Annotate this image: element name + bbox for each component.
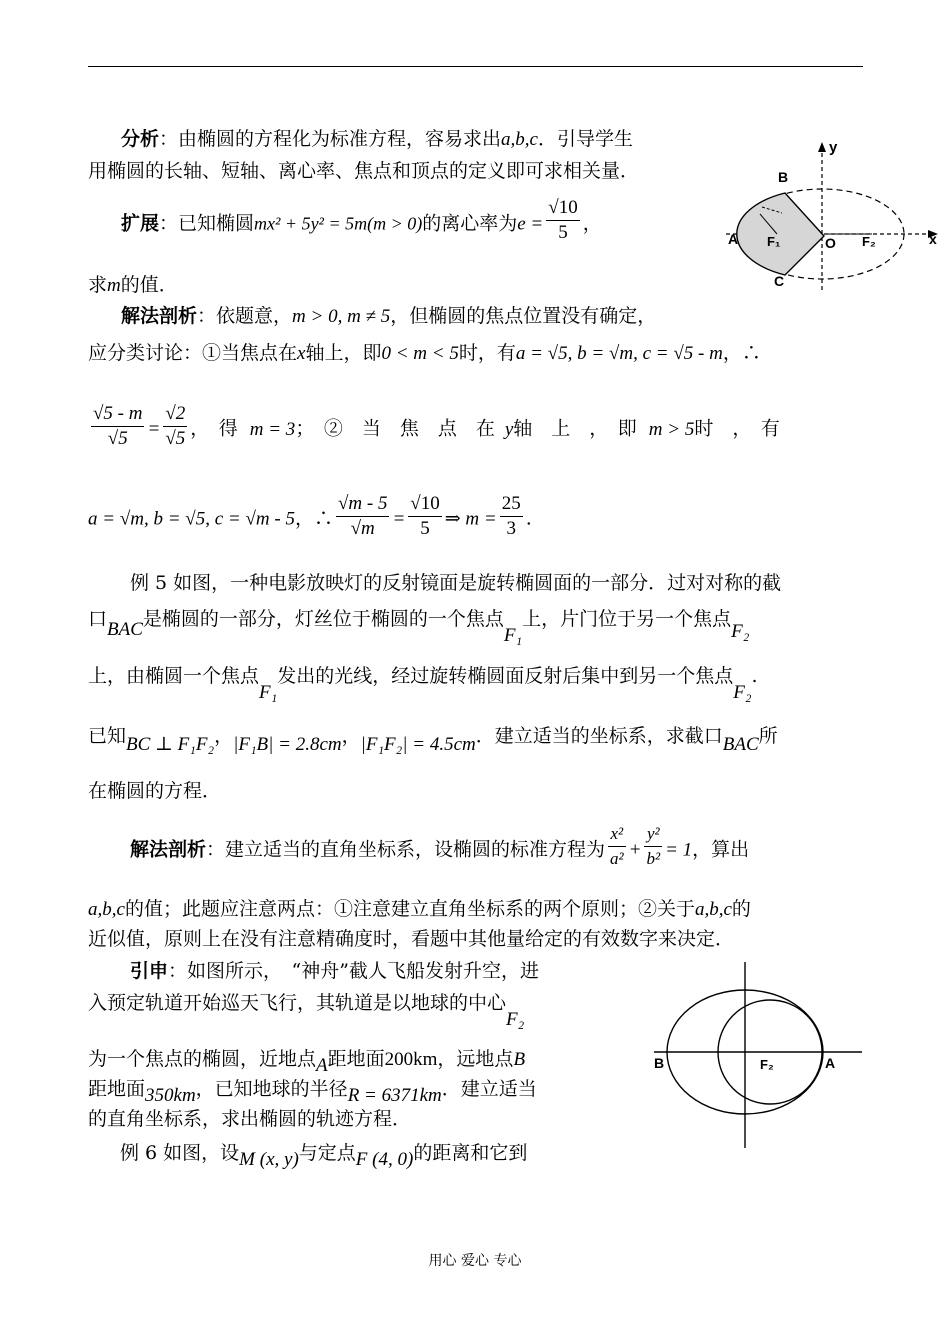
- frac3-denominator: √m: [350, 518, 375, 539]
- ex5-f1: F₁: [503, 625, 523, 646]
- equals-one: = 1: [665, 839, 693, 861]
- solution-get-text: ， 得: [190, 417, 238, 440]
- fig1-label-y: y: [829, 139, 838, 156]
- fraction-sqrt2-sqrt5: [163, 402, 187, 451]
- eccentricity-numerator: √10: [546, 196, 579, 221]
- ex6-text-3: 的距离和它到: [413, 1142, 528, 1164]
- ex6-text-2: 与定点: [298, 1142, 356, 1164]
- fraction-25-3: [500, 492, 523, 541]
- header-rule: [88, 66, 863, 67]
- ex5-f2: F₂: [731, 621, 750, 642]
- ex5-bac: BAC: [107, 619, 143, 640]
- fig1-label-f2: F₂: [862, 234, 876, 249]
- reflector-ellipse-figure: [722, 138, 946, 296]
- extension2-text-5: ，已知地球的半径: [195, 1078, 348, 1100]
- frac-x2: x²: [608, 822, 626, 847]
- page-footer: 用心 爱心 专心: [428, 1253, 522, 1269]
- frac1-denominator: √5: [107, 428, 128, 449]
- extension2-350km: 350km: [145, 1085, 196, 1106]
- solution-m5: m > 5: [648, 418, 695, 440]
- extension2-line-4: [88, 1076, 537, 1106]
- solution-period: .: [525, 507, 532, 530]
- frac2-numerator: √2: [163, 402, 187, 427]
- orbit-label-f2: F₂: [760, 1057, 774, 1072]
- fig1-label-a: A: [728, 231, 739, 247]
- extension2-line-3: [88, 1046, 526, 1076]
- fraction-sqrtm5-sqrtm: [336, 492, 389, 541]
- solution-abc-2: a = √m, b = √5, c = √m - 5: [88, 508, 295, 530]
- ex5-f1-b: F₁: [259, 682, 278, 703]
- fig1-label-f1: F₁: [767, 234, 781, 249]
- solution5-abc-2: a,b,c: [694, 899, 732, 920]
- solution-axis-text: 轴上，即: [305, 342, 382, 364]
- solution-range: 0 < m < 5: [381, 343, 459, 364]
- ex5-known: 已知: [88, 725, 127, 747]
- ex5-text-4: 发出的光线，经过旋转椭圆面反射后集中到另一个焦点: [277, 665, 734, 687]
- ex6-point-f: F (4, 0): [355, 1149, 414, 1170]
- fig1-label-c: C: [774, 273, 785, 289]
- extension2-text-4: ，远地点: [437, 1048, 514, 1070]
- analysis-heading: 分析: [121, 128, 160, 150]
- extension2-text-6: ．建立适当: [441, 1078, 537, 1100]
- solution-case1-text: 应分类讨论：①当焦点在: [88, 342, 298, 364]
- implies-m: ⇒ m =: [444, 508, 497, 530]
- example6-line-1: [120, 1140, 528, 1170]
- solution-line-1: [121, 303, 656, 330]
- extension2-distance-label-2: 距地面: [88, 1078, 146, 1100]
- solution-then-text: 时，有: [458, 342, 516, 364]
- solution5-abc: a,b,c: [88, 899, 125, 920]
- extension2-line-1: [130, 958, 539, 984]
- extension-line-2: [88, 272, 178, 299]
- fig1-label-b: B: [778, 169, 789, 185]
- frac5-denominator: 3: [506, 518, 516, 539]
- solution5-de: 的: [731, 898, 751, 920]
- ex5-f2-b: F₂: [733, 682, 752, 703]
- reflector-section: [737, 193, 824, 275]
- solution-have-text: 时 ， 有: [694, 417, 780, 440]
- solution-heading: 解法剖析: [121, 305, 198, 327]
- extension-heading: 扩展: [121, 212, 160, 235]
- fraction-sqrt10-5: [408, 492, 441, 541]
- solution-therefore: ，∴: [722, 342, 761, 364]
- frac1-numerator: √5 - m: [91, 402, 144, 427]
- solution-abc-1: a = √5, b = √m, c = √5 - m: [515, 343, 723, 364]
- ex6-point-m: M (x, y): [239, 1149, 299, 1170]
- solution5-line-1: [130, 824, 750, 871]
- ex5-period: .: [751, 665, 758, 687]
- solution-text-1: ：依题意，: [197, 305, 293, 327]
- extension2-radius: R = 6371km: [347, 1085, 442, 1106]
- fraction-sqrt5m-sqrt5: [91, 402, 144, 451]
- plus-sign: +: [628, 839, 642, 861]
- frac-a2: a²: [610, 849, 624, 868]
- analysis-line-1: [121, 126, 633, 153]
- ex5-text-5: ．建立适当的坐标系，求截口: [475, 725, 723, 747]
- analysis-math-abc: a,b,c: [501, 129, 538, 150]
- ex5-bac-2: BAC: [722, 734, 759, 755]
- eccentricity-fraction: [546, 196, 579, 245]
- example5-line-4: [88, 723, 778, 755]
- ex5-f1f2-length: |F₁F₂| = 4.5cm: [360, 734, 476, 755]
- ex5-perp: BC ⊥ F₁F₂: [126, 734, 215, 755]
- solution-line-4: [88, 493, 532, 541]
- extension2-B: B: [513, 1049, 526, 1070]
- ellipse-equation: mx² + 5y² = 5m(m > 0): [254, 213, 423, 234]
- fig1-label-o: O: [825, 235, 836, 251]
- extension-text-1: ：已知椭圆: [159, 212, 255, 235]
- ex5-sep-1: ，: [214, 725, 234, 747]
- extension-m: m: [107, 275, 121, 296]
- y-axis-arrow: [818, 142, 826, 152]
- ex5-kou: 口: [88, 608, 108, 630]
- extension-comma: ，: [582, 212, 602, 235]
- ex5-suo: 所: [758, 725, 778, 747]
- extension-ask: 求: [88, 274, 108, 296]
- frac-b2: b²: [646, 849, 661, 868]
- eccentricity-lhs: e =: [517, 213, 544, 235]
- orbit-figure: [640, 960, 864, 1152]
- example5-line-1: 例 5 如图，一种电影放映灯的反射镜面是旋转椭圆面的一部分．过对对称的截: [130, 572, 782, 594]
- fraction-y2-b2: [644, 822, 662, 871]
- frac-y2: y²: [644, 822, 662, 847]
- solution5-text-3: 的值；此题应注意两点：①注意建立直角坐标系的两个原则；②关于: [124, 898, 695, 920]
- orbit-label-b: B: [654, 1055, 665, 1071]
- extension2-A: A: [316, 1055, 328, 1076]
- ex5-text-2: 上，片门位于另一个焦点: [522, 608, 732, 630]
- analysis-text: ：由椭圆的方程化为标准方程，容易求出: [159, 128, 502, 150]
- analysis-line-2: 用椭圆的长轴、短轴、离心率、焦点和顶点的定义即可求相关量．: [88, 160, 640, 182]
- frac2-denominator: √5: [165, 428, 186, 449]
- solution-axis2-text: 轴 上 ， 即: [513, 417, 637, 440]
- example5-line-5: 在椭圆的方程．: [88, 780, 222, 802]
- eccentricity-denominator: 5: [558, 222, 568, 243]
- analysis-tail: ．引导学生: [537, 128, 633, 150]
- frac3-numerator: √m - 5: [336, 492, 389, 517]
- frac5-numerator: 25: [500, 492, 523, 517]
- solution-line-3: [88, 403, 780, 451]
- extension-line-1: [121, 197, 602, 245]
- extension2-text-1: ：如图所示， “神舟”截人飞船发射升空，进: [168, 960, 539, 982]
- solution-line-2: [88, 340, 761, 367]
- ex5-text-3: 上，由椭圆一个焦点: [88, 665, 260, 687]
- frac4-denominator: 5: [420, 518, 430, 539]
- solution-x: x: [297, 343, 306, 364]
- extension2-heading: 引申: [130, 960, 169, 982]
- solution5-text-1: ：建立适当的直角坐标系，设椭圆的标准方程为: [206, 838, 606, 861]
- solution-case2-text: ； ② 当 焦 点 在: [295, 417, 495, 440]
- solution-text-2: ，但椭圆的焦点位置没有确定，: [390, 305, 657, 327]
- extension2-distance-label: 距地面: [327, 1048, 385, 1070]
- orbit-label-a: A: [825, 1055, 836, 1071]
- fig1-label-x: x: [929, 231, 937, 247]
- solution5-line-3: 近似值，原则上在没有注意精确度时，看题中其他量给定的有效数字来决定．: [88, 928, 735, 950]
- extension2-text-3: 为一个焦点的椭圆，近地点: [88, 1048, 317, 1070]
- extension-text-2: 的离心率为: [422, 212, 518, 235]
- frac4-numerator: √10: [408, 492, 441, 517]
- solution5-text-2: ，算出: [692, 838, 750, 861]
- extension2-200km: 200km: [384, 1049, 438, 1070]
- extension2-f2: F₂: [506, 1009, 525, 1030]
- solution-m3: m = 3: [249, 418, 296, 440]
- example5-line-2: [88, 606, 750, 646]
- ex6-text-1: 例 6 如图，设: [120, 1142, 240, 1164]
- extension2-line-2: [88, 990, 525, 1030]
- ex5-sep-2: ，: [341, 725, 361, 747]
- solution-y: y: [504, 418, 514, 440]
- extension-tail: 的值．: [120, 274, 178, 296]
- solution-condition: m > 0, m ≠ 5: [292, 306, 391, 327]
- extension2-text-2: 入预定轨道开始巡天飞行，其轨道是以地球的中心: [88, 992, 507, 1014]
- extension2-line-5: 的直角坐标系，求出椭圆的轨迹方程．: [88, 1108, 412, 1130]
- solution5-heading: 解法剖析: [130, 838, 207, 861]
- equals-sign: =: [147, 418, 161, 440]
- solution5-line-2: [88, 896, 751, 923]
- ex5-text-1: 是椭圆的一部分，灯丝位于椭圆的一个焦点: [142, 608, 504, 630]
- equals-sign-2: =: [392, 508, 406, 530]
- example5-line-3: [88, 663, 758, 703]
- fraction-x2-a2: [608, 822, 626, 871]
- solution-therefore-2: ，∴: [294, 507, 333, 530]
- ex5-f1b-length: |F₁B| = 2.8cm: [233, 734, 342, 755]
